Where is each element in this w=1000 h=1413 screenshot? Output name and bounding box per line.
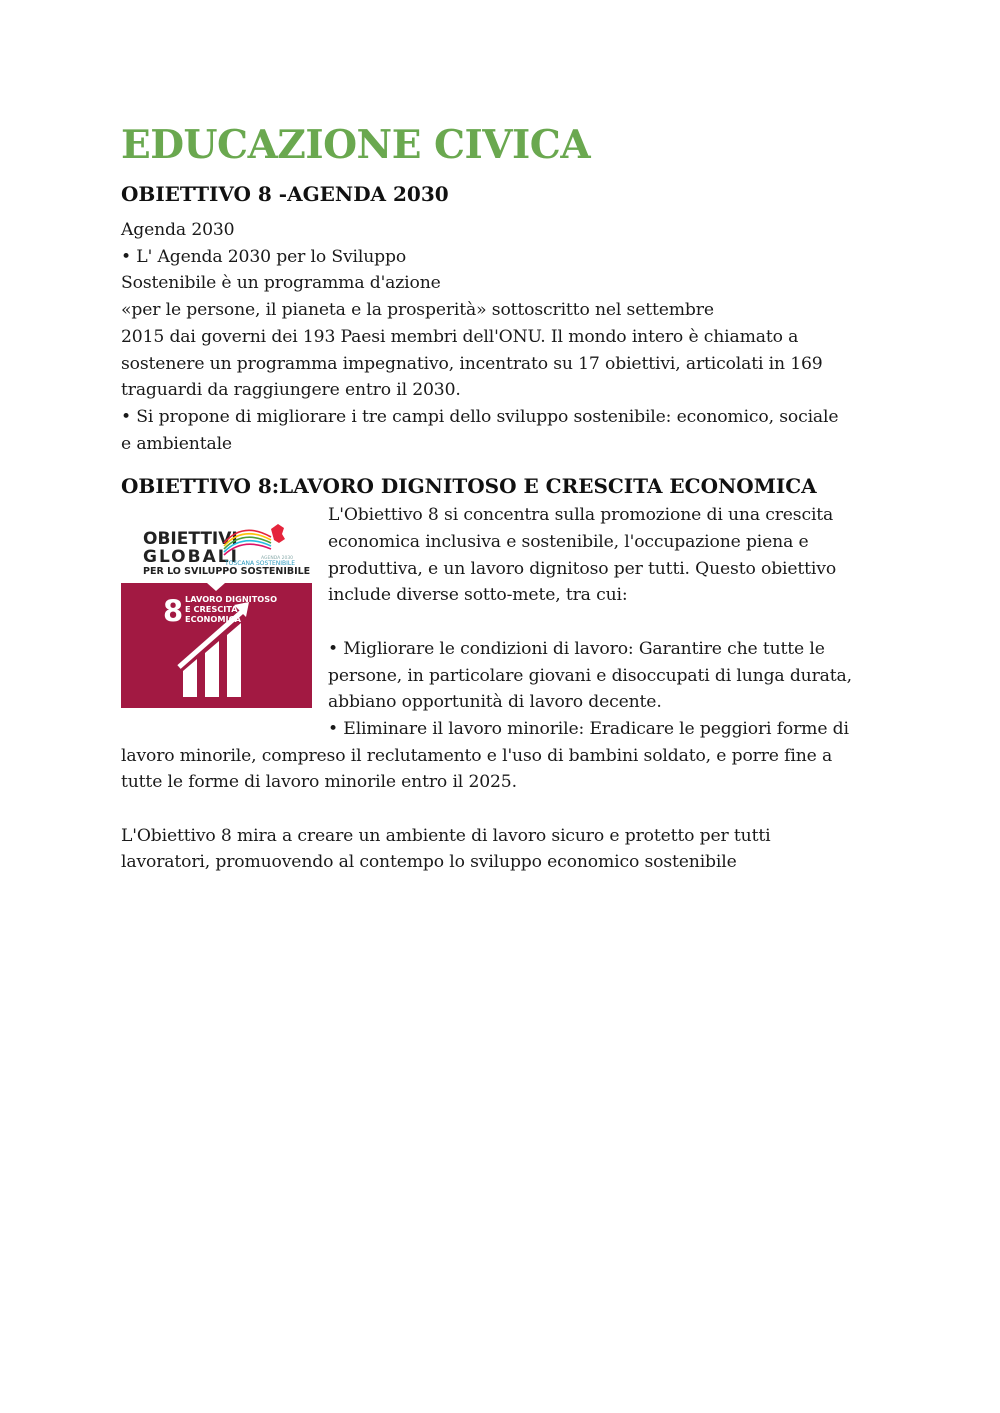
intro-paragraph	[121, 217, 881, 457]
heading-agenda-2030: OBIETTIVO 8 -AGENDA 2030	[121, 182, 449, 206]
heading-obiettivo-8: OBIETTIVO 8:LAVORO DIGNITOSO E CRESCITA ECONOMICA	[121, 474, 817, 499]
goal-label-line1: LAVORO DIGNITOSO	[185, 594, 278, 605]
text-line: traguardi da raggiungere entro il 2030.	[121, 380, 461, 401]
sdg-8-logo	[121, 507, 312, 708]
badge-small-text: AGENDA 2030	[261, 556, 294, 562]
page-title: EDUCAZIONE CIVICA	[121, 122, 591, 168]
text-line: persone, in particolare giovani e disoccupati di lunga durata,	[328, 665, 852, 686]
logo-header-line1: OBIETTIVI	[143, 529, 238, 550]
text-line: tutte le forme di lavoro minorile entro il 2025.	[121, 772, 517, 793]
text-line: lavoratori, promuovendo al contempo lo sviluppo economico sostenibile	[121, 852, 737, 873]
text-line: • Eliminare il lavoro minorile: Eradicare le peggiori forme di	[328, 718, 849, 739]
text-line: abbiano opportunità di lavoro decente.	[328, 692, 662, 713]
badge-text: TOSCANA SOSTENIBILE	[225, 560, 296, 568]
logo-header-line2: GLOBALI	[143, 547, 239, 568]
goal-label-line2: E CRESCITA	[185, 604, 238, 615]
text-line: sostenere un programma impegnativo, incentrato su 17 obiettivi, articolati in 169	[121, 353, 823, 374]
document-content	[121, 118, 881, 876]
text-line: economica inclusiva e sostenibile, l'occupazione piena e	[328, 532, 809, 553]
goal-label-line3: ECONOMICA	[185, 614, 241, 625]
text-line: include diverse sotto-mete, tra cui:	[328, 585, 628, 606]
text-line: Agenda 2030	[121, 220, 235, 240]
text-line: • Si propone di migliorare i tre campi dello sviluppo sostenibile: economico, sociale	[121, 406, 839, 427]
text-line: «per le persone, il pianeta e la prosperità» sottoscritto nel settembre	[121, 300, 714, 321]
blank-line	[121, 796, 881, 823]
text-line: • Migliorare le condizioni di lavoro: Garantire che tutte le	[328, 638, 825, 659]
obiettivo-8-section	[121, 502, 881, 876]
text-line: produttiva, e un lavoro dignitoso per tutti. Questo obiettivo	[328, 558, 837, 579]
text-line: • L' Agenda 2030 per lo Sviluppo	[121, 246, 407, 267]
logo-header-line3: PER LO SVILUPPO SOSTENIBILE	[143, 566, 311, 578]
text-line: L'Obiettivo 8 si concentra sulla promozione di una crescita	[328, 505, 834, 526]
text-line: L'Obiettivo 8 mira a creare un ambiente di lavoro sicuro e protetto per tutti	[121, 825, 771, 846]
text-line: lavoro minorile, compreso il reclutamento e l'uso di bambini soldato, e porre fine a	[121, 745, 833, 766]
goal-number: 8	[163, 594, 184, 629]
text-line: e ambientale	[121, 433, 232, 454]
text-line: Sostenibile è un programma d'azione	[121, 273, 441, 294]
text-line: 2015 dai governi dei 193 Paesi membri dell'ONU. Il mondo intero è chiamato a	[121, 326, 799, 347]
